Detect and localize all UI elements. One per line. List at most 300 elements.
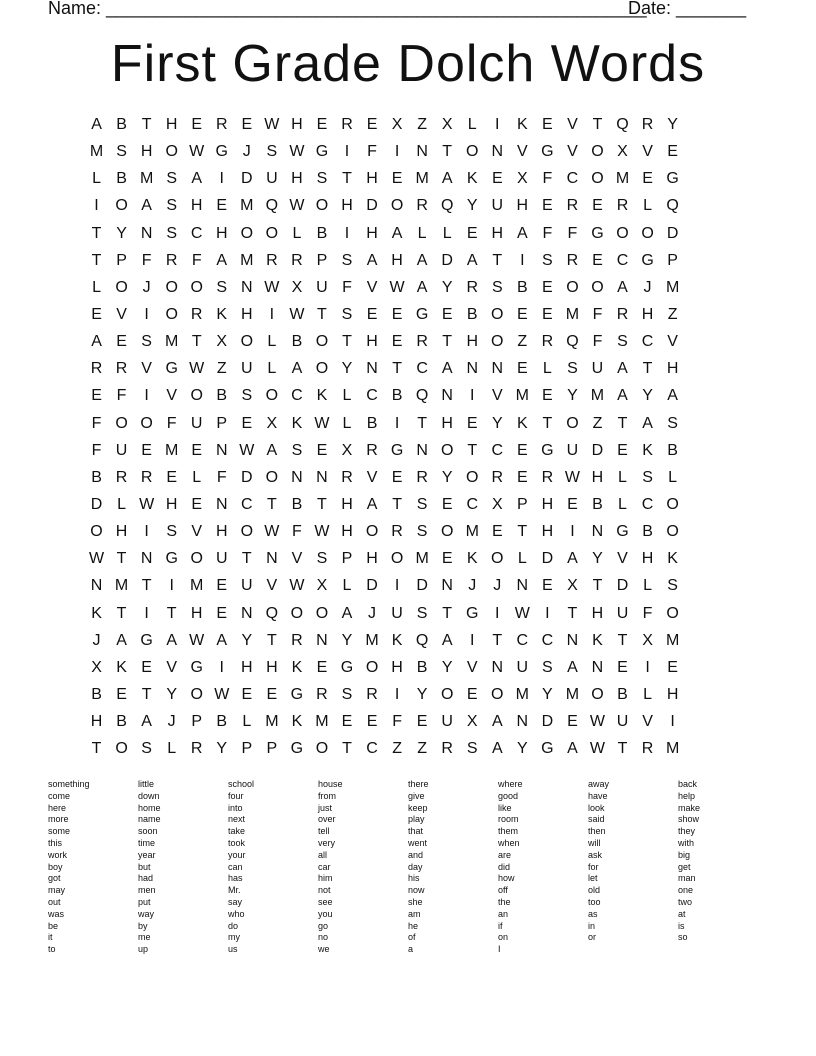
grid-letter: H xyxy=(466,333,478,351)
grid-letter: T xyxy=(617,740,628,758)
grid-letter: T xyxy=(266,631,277,649)
grid-letter: V xyxy=(642,143,653,161)
grid-letter: E xyxy=(316,658,328,676)
grid-letter: O xyxy=(440,441,454,459)
grid-letter: R xyxy=(641,116,654,134)
grid-letter: S xyxy=(341,306,353,324)
grid-letter: M xyxy=(240,251,254,269)
grid-letter: T xyxy=(542,414,553,432)
grid-row xyxy=(84,627,732,654)
grid-letter: L xyxy=(92,170,101,188)
grid-letter: Y xyxy=(416,686,428,704)
grid-letter: T xyxy=(166,604,177,622)
grid-letter: H xyxy=(366,333,378,351)
grid-letter: H xyxy=(215,523,228,541)
grid-letter: W xyxy=(88,550,105,568)
grid-letter: V xyxy=(617,550,628,568)
grid-letter: K xyxy=(667,550,678,568)
grid-letter: E xyxy=(241,686,253,704)
word-bank-item: she xyxy=(408,896,423,907)
grid-letter: G xyxy=(415,306,429,324)
grid-letter: H xyxy=(666,360,679,378)
word-bank-item: show xyxy=(678,814,700,825)
grid-letter: U xyxy=(591,360,604,378)
date-field-label: Date: _______ xyxy=(628,0,747,18)
grid-letter: H xyxy=(341,496,353,514)
grid-letter: E xyxy=(491,523,503,541)
grid-letter: A xyxy=(141,197,152,215)
grid-letter: W xyxy=(264,523,280,541)
grid-letter: B xyxy=(116,713,127,731)
grid-letter: K xyxy=(116,658,127,676)
grid-letter: O xyxy=(591,143,604,161)
grid-letter: T xyxy=(392,496,402,514)
grid-letter: U xyxy=(266,170,278,188)
grid-letter: S xyxy=(141,333,152,351)
grid-letter: S xyxy=(542,251,553,269)
grid-letter: E xyxy=(592,197,603,215)
word-bank-item: make xyxy=(678,802,701,813)
grid-letter: N xyxy=(491,143,504,161)
grid-letter: R xyxy=(641,740,654,758)
grid-letter: U xyxy=(441,713,453,731)
grid-letter: D xyxy=(541,550,554,568)
letter-grid xyxy=(84,111,732,762)
word-bank-item: be xyxy=(48,920,59,931)
grid-letter: E xyxy=(241,414,253,432)
grid-row xyxy=(84,572,732,599)
grid-letter: A xyxy=(642,414,653,432)
grid-letter: T xyxy=(141,577,152,595)
grid-letter: O xyxy=(240,224,254,242)
grid-letter: K xyxy=(291,658,303,676)
word-bank-item: over xyxy=(318,814,336,825)
grid-letter: Y xyxy=(441,468,453,486)
grid-letter: E xyxy=(466,414,478,432)
grid-letter: O xyxy=(566,414,579,432)
grid-letter: Q xyxy=(666,197,679,215)
grid-letter: K xyxy=(216,306,228,324)
grid-letter: P xyxy=(191,713,203,731)
word-column xyxy=(678,779,768,956)
word-bank-item: little xyxy=(138,779,155,789)
word-column xyxy=(498,779,588,956)
grid-letter: O xyxy=(315,360,329,378)
grid-letter: B xyxy=(216,387,228,405)
grid-letter: K xyxy=(466,550,478,568)
grid-letter: I xyxy=(269,306,275,324)
grid-letter: S xyxy=(216,278,228,296)
grid-letter: I xyxy=(169,577,174,595)
word-bank-item: will xyxy=(588,837,601,848)
grid-letter: E xyxy=(266,686,278,704)
word-bank-item: back xyxy=(678,779,698,789)
grid-letter: O xyxy=(140,414,153,432)
word-bank-item: can xyxy=(228,861,243,872)
grid-letter: D xyxy=(366,197,378,215)
grid-letter: J xyxy=(167,713,176,731)
grid-letter: Q xyxy=(440,197,454,215)
grid-row xyxy=(84,301,732,328)
grid-letter: E xyxy=(516,441,528,459)
word-bank-item: I xyxy=(498,944,501,955)
grid-letter: M xyxy=(165,441,179,459)
grid-letter: G xyxy=(616,523,629,541)
grid-letter: N xyxy=(215,441,228,459)
grid-letter: H xyxy=(491,224,504,242)
grid-letter: E xyxy=(516,306,528,324)
word-bank-item: work xyxy=(48,849,68,860)
grid-letter: L xyxy=(417,224,427,242)
grid-letter: E xyxy=(542,197,553,215)
grid-letter: O xyxy=(190,686,203,704)
grid-letter: E xyxy=(441,496,453,514)
word-bank-item: from xyxy=(318,790,336,801)
grid-letter: F xyxy=(342,278,352,296)
grid-letter: N xyxy=(591,523,604,541)
grid-letter: A xyxy=(216,631,228,649)
grid-letter: P xyxy=(341,550,353,568)
grid-letter: V xyxy=(516,143,528,161)
grid-letter: E xyxy=(116,333,127,351)
grid-letter: K xyxy=(91,604,102,622)
grid-letter: G xyxy=(165,360,178,378)
word-bank-item: name xyxy=(138,814,161,825)
grid-letter: B xyxy=(216,713,228,731)
grid-letter: O xyxy=(466,143,479,161)
word-column xyxy=(318,779,408,956)
grid-row xyxy=(84,491,732,518)
grid-letter: H xyxy=(366,170,378,188)
grid-row xyxy=(84,735,732,762)
grid-letter: R xyxy=(190,740,203,758)
grid-letter: I xyxy=(394,414,400,432)
grid-letter: U xyxy=(566,441,579,459)
word-bank-item: boy xyxy=(48,861,63,872)
grid-letter: N xyxy=(316,468,328,486)
grid-letter: X xyxy=(567,577,578,595)
grid-letter: P xyxy=(516,496,528,514)
grid-letter: S xyxy=(416,604,428,622)
grid-letter: H xyxy=(541,496,554,514)
grid-letter: S xyxy=(416,523,428,541)
word-bank-item: an xyxy=(498,908,509,919)
grid-letter: G xyxy=(190,658,203,676)
word-bank-item: four xyxy=(228,790,244,801)
grid-letter: W xyxy=(314,523,330,541)
grid-letter: N xyxy=(516,713,529,731)
word-bank-item: do xyxy=(228,920,239,931)
grid-letter: L xyxy=(342,577,352,595)
grid-letter: I xyxy=(344,143,350,161)
word-bank-item: up xyxy=(138,944,149,955)
grid-letter: K xyxy=(516,116,528,134)
grid-letter: S xyxy=(416,496,428,514)
word-bank-item: more xyxy=(48,814,69,825)
grid-letter: L xyxy=(192,468,202,486)
word-bank-item: or xyxy=(588,932,597,943)
word-bank-item: of xyxy=(408,932,416,943)
grid-letter: T xyxy=(317,306,327,324)
grid-letter: V xyxy=(141,360,152,378)
grid-letter: A xyxy=(391,224,403,242)
grid-letter: H xyxy=(591,604,604,622)
word-bank-item: him xyxy=(318,873,333,884)
grid-letter: Y xyxy=(166,686,177,704)
grid-letter: T xyxy=(517,523,528,541)
grid-letter: P xyxy=(241,740,253,758)
grid-letter: E xyxy=(542,577,553,595)
grid-letter: A xyxy=(366,496,378,514)
grid-letter: E xyxy=(116,686,127,704)
grid-letter: M xyxy=(165,333,179,351)
grid-letter: E xyxy=(391,170,403,188)
grid-letter: T xyxy=(266,496,277,514)
word-column xyxy=(138,779,228,956)
grid-letter: T xyxy=(91,740,102,758)
grid-letter: K xyxy=(391,631,403,649)
grid-letter: Y xyxy=(642,387,653,405)
grid-letter: E xyxy=(542,306,553,324)
grid-letter: I xyxy=(520,251,525,269)
grid-letter: I xyxy=(344,224,350,242)
grid-letter: K xyxy=(291,414,303,432)
grid-letter: I xyxy=(495,116,500,134)
grid-letter: C xyxy=(366,740,378,758)
grid-letter: H xyxy=(241,658,253,676)
word-bank-item: me xyxy=(138,932,151,943)
grid-letter: E xyxy=(141,441,152,459)
grid-letter: E xyxy=(667,658,678,676)
grid-letter: N xyxy=(241,604,253,622)
grid-letter: F xyxy=(166,414,177,432)
grid-letter: F xyxy=(191,251,202,269)
grid-letter: E xyxy=(567,496,578,514)
word-bank-item: had xyxy=(138,873,154,884)
word-bank-item: just xyxy=(318,802,333,813)
word-bank-item: is xyxy=(678,920,685,931)
grid-letter: F xyxy=(367,143,377,161)
grid-letter: X xyxy=(341,441,353,459)
word-bank-item: ask xyxy=(588,849,603,860)
grid-letter: X xyxy=(266,414,278,432)
grid-letter: I xyxy=(219,658,224,676)
grid-letter: G xyxy=(290,740,304,758)
grid-letter: I xyxy=(470,387,475,405)
grid-letter: B xyxy=(291,496,303,514)
grid-letter: I xyxy=(144,387,149,405)
grid-letter: P xyxy=(266,740,278,758)
grid-letter: A xyxy=(141,713,152,731)
word-bank-item: said xyxy=(588,814,605,825)
grid-row xyxy=(84,247,732,274)
grid-letter: S xyxy=(567,360,578,378)
grid-letter: W xyxy=(289,197,305,215)
grid-letter: W xyxy=(389,278,405,296)
grid-letter: B xyxy=(667,441,678,459)
grid-letter: U xyxy=(391,604,403,622)
grid-letter: I xyxy=(545,604,550,622)
grid-letter: I xyxy=(394,577,400,595)
name-field-label: Name: ______________________________________________________ xyxy=(48,0,647,18)
grid-letter: R xyxy=(366,686,378,704)
grid-letter: A xyxy=(291,360,303,378)
grid-letter: O xyxy=(115,414,128,432)
grid-letter: B xyxy=(116,170,127,188)
word-bank-item: got xyxy=(48,873,61,884)
grid-letter: U xyxy=(616,604,629,622)
grid-letter: O xyxy=(440,686,454,704)
grid-letter: R xyxy=(616,306,629,324)
grid-letter: T xyxy=(417,414,428,432)
grid-letter: U xyxy=(316,278,328,296)
grid-letter: J xyxy=(92,631,101,649)
grid-letter: F xyxy=(292,523,302,541)
word-bank-item: with xyxy=(678,837,695,848)
grid-letter: R xyxy=(566,197,579,215)
grid-letter: A xyxy=(516,224,528,242)
grid-letter: T xyxy=(617,631,628,649)
grid-letter: A xyxy=(491,740,503,758)
grid-letter: Z xyxy=(592,414,603,432)
word-bank-item: say xyxy=(228,896,243,907)
grid-letter: E xyxy=(191,441,203,459)
grid-letter: V xyxy=(266,577,278,595)
grid-letter: A xyxy=(166,631,177,649)
grid-letter: A xyxy=(216,251,228,269)
grid-letter: V xyxy=(166,387,177,405)
grid-letter: E xyxy=(191,496,203,514)
word-bank-item: am xyxy=(408,908,421,919)
grid-letter: X xyxy=(642,631,653,649)
grid-letter: T xyxy=(116,550,127,568)
grid-letter: E xyxy=(316,441,328,459)
grid-letter: L xyxy=(643,197,652,215)
grid-letter: T xyxy=(442,143,453,161)
grid-letter: T xyxy=(191,333,202,351)
word-bank-item: let xyxy=(588,873,598,884)
grid-letter: M xyxy=(665,631,680,649)
grid-letter: B xyxy=(642,523,653,541)
grid-letter: N xyxy=(140,224,153,242)
grid-letter: O xyxy=(390,550,404,568)
grid-letter: R xyxy=(566,251,579,269)
grid-letter: H xyxy=(90,713,103,731)
grid-letter: F xyxy=(91,414,102,432)
grid-letter: W xyxy=(289,577,305,595)
grid-letter: T xyxy=(342,740,352,758)
grid-letter: T xyxy=(141,116,152,134)
grid-letter: F xyxy=(567,224,578,242)
grid-letter: T xyxy=(567,604,578,622)
grid-row xyxy=(84,274,732,301)
grid-letter: O xyxy=(641,224,654,242)
grid-letter: S xyxy=(466,740,478,758)
grid-letter: V xyxy=(466,658,478,676)
grid-letter: H xyxy=(215,224,228,242)
grid-letter: R xyxy=(491,468,504,486)
grid-letter: K xyxy=(592,631,603,649)
grid-letter: T xyxy=(342,170,352,188)
grid-letter: Y xyxy=(216,740,228,758)
grid-letter: E xyxy=(216,197,228,215)
grid-letter: B xyxy=(291,333,303,351)
word-bank-item: a xyxy=(408,944,414,955)
grid-letter: L xyxy=(267,333,277,351)
grid-letter: Q xyxy=(265,604,279,622)
grid-letter: F xyxy=(592,333,603,351)
grid-letter: H xyxy=(591,468,604,486)
grid-letter: H xyxy=(366,550,378,568)
grid-row xyxy=(84,518,732,545)
word-bank-item: and xyxy=(408,849,424,860)
grid-letter: R xyxy=(291,631,303,649)
grid-letter: S xyxy=(166,197,177,215)
grid-letter: E xyxy=(366,306,378,324)
word-bank-item: that xyxy=(408,826,424,837)
word-bank-item: out xyxy=(48,896,61,907)
grid-letter: D xyxy=(591,441,604,459)
grid-letter: X xyxy=(291,278,303,296)
grid-letter: L xyxy=(442,224,452,242)
header xyxy=(48,0,747,20)
grid-letter: O xyxy=(165,306,178,324)
grid-letter: E xyxy=(567,713,578,731)
grid-letter: N xyxy=(441,387,453,405)
grid-letter: F xyxy=(542,170,553,188)
grid-row xyxy=(84,382,732,409)
grid-letter: O xyxy=(315,604,329,622)
grid-letter: N xyxy=(441,577,453,595)
grid-letter: W xyxy=(289,143,305,161)
grid-letter: D xyxy=(241,468,253,486)
grid-letter: R xyxy=(391,523,403,541)
grid-letter: D xyxy=(616,577,629,595)
grid-letter: W xyxy=(589,740,606,758)
grid-letter: A xyxy=(466,251,478,269)
grid-letter: T xyxy=(442,333,453,351)
word-bank-item: off xyxy=(498,885,508,896)
grid-row xyxy=(84,708,732,735)
word-bank-item: it xyxy=(48,932,53,943)
grid-letter: N xyxy=(466,360,478,378)
grid-letter: I xyxy=(219,170,224,188)
grid-letter: H xyxy=(140,143,153,161)
grid-letter: S xyxy=(491,278,503,296)
word-bank-item: but xyxy=(138,861,151,872)
grid-letter: J xyxy=(643,278,652,296)
grid-letter: E xyxy=(542,387,553,405)
word-bank-item: very xyxy=(318,837,336,848)
grid-letter: R xyxy=(441,740,453,758)
grid-letter: T xyxy=(241,550,252,568)
grid-letter: W xyxy=(214,686,230,704)
grid-letter: A xyxy=(266,441,278,459)
word-bank-item: men xyxy=(138,885,156,896)
word-bank-item: play xyxy=(408,814,425,825)
grid-letter: A xyxy=(91,333,102,351)
grid-letter: E xyxy=(391,333,403,351)
grid-letter: H xyxy=(341,523,353,541)
grid-letter: O xyxy=(290,604,304,622)
word-bank-item: time xyxy=(138,837,156,848)
grid-letter: Y xyxy=(341,631,353,649)
word-bank-item: look xyxy=(588,802,605,813)
grid-letter: E xyxy=(491,170,503,188)
grid-letter: K xyxy=(291,713,303,731)
grid-letter: R xyxy=(541,333,554,351)
grid-letter: E xyxy=(441,306,453,324)
